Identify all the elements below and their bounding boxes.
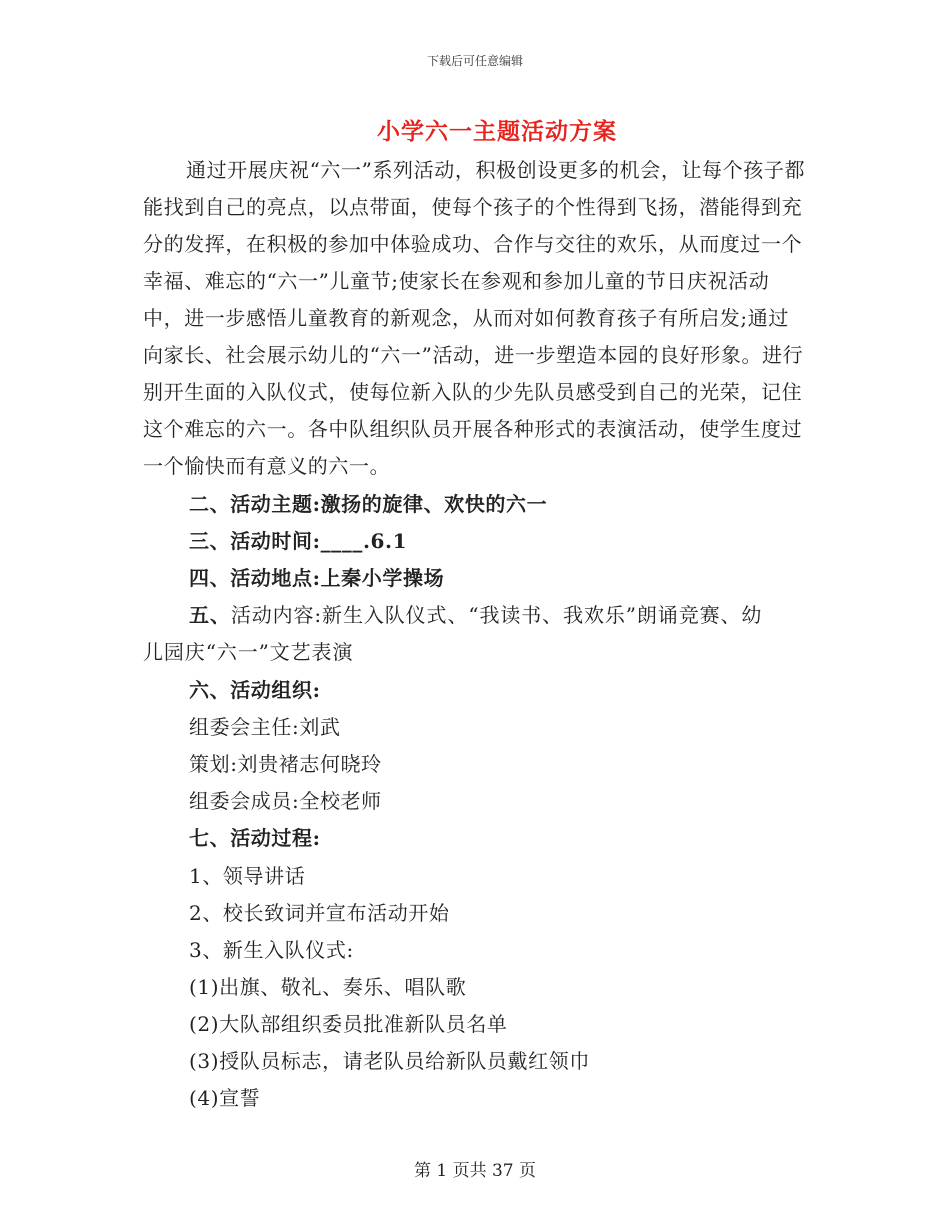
- section-organization-heading: 六、活动组织:: [189, 678, 321, 702]
- section-content: [189, 599, 762, 628]
- section-theme: 二、活动主题:激扬的旋律、欢快的六一: [189, 492, 548, 516]
- intro-paragraph: 通过开展庆祝“六一”系列活动，积极创设更多的机会，让每个孩子都能找到自己的亮点，以点带面，使每个孩子的个性得到飞扬，潜能得到充分的发挥，在积极的参加中体验成功、合作与交往的欢乐，从而度过一个幸福、难忘的“六一”儿童节;使家长在参观和参加儿童的节日庆祝活动中，进一步感悟儿童教育的新观念，从而对如何教育孩子有所启发;通过向家长、社会展示幼儿的“六一”活动，进一步塑造本园的良好形象。进行别开生面的入队仪式，使每位新入队的少先队员感受到自己的光荣，记住这个难忘的六一。各中队组织队员开展各种形式的表演活动，使学生度过一个愉快而有意义的六一。: [143, 158, 806, 478]
- process-step-3: 3、新生入队仪式:: [189, 938, 354, 962]
- org-planning: 策划:刘贵褚志何晓玲: [189, 752, 382, 776]
- process-substep-3: (3)授队员标志，请老队员给新队员戴红领巾: [189, 1049, 590, 1073]
- section-place: 四、活动地点:上秦小学操场: [189, 566, 445, 590]
- document-title: 小学六一主题活动方案: [377, 118, 617, 145]
- section-process-heading: 七、活动过程:: [189, 826, 321, 850]
- process-step-1: 1、领导讲话: [189, 864, 306, 888]
- process-substep-4: (4)宣誓: [189, 1086, 261, 1110]
- section-content-continued: 儿园庆“六一”文艺表演: [143, 640, 354, 664]
- section-content-text: 活动内容:新生入队仪式、“我读书、我欢乐”朗诵竞赛、幼: [230, 603, 763, 627]
- process-substep-2: (2)大队部组织委员批准新队员名单: [189, 1012, 508, 1036]
- process-step-2: 2、校长致词并宣布活动开始: [189, 901, 450, 925]
- section-time: 三、活动时间:____.6.1: [189, 529, 408, 553]
- page-number: 第 1 页共 37 页: [413, 1161, 537, 1181]
- header-note: 下载后可任意编辑: [426, 54, 523, 68]
- section-content-number: 五、: [189, 603, 231, 627]
- org-chair: 组委会主任:刘武: [189, 715, 341, 739]
- process-substep-1: (1)出旗、敬礼、奏乐、唱队歌: [189, 975, 467, 999]
- org-members: 组委会成员:全校老师: [189, 789, 382, 813]
